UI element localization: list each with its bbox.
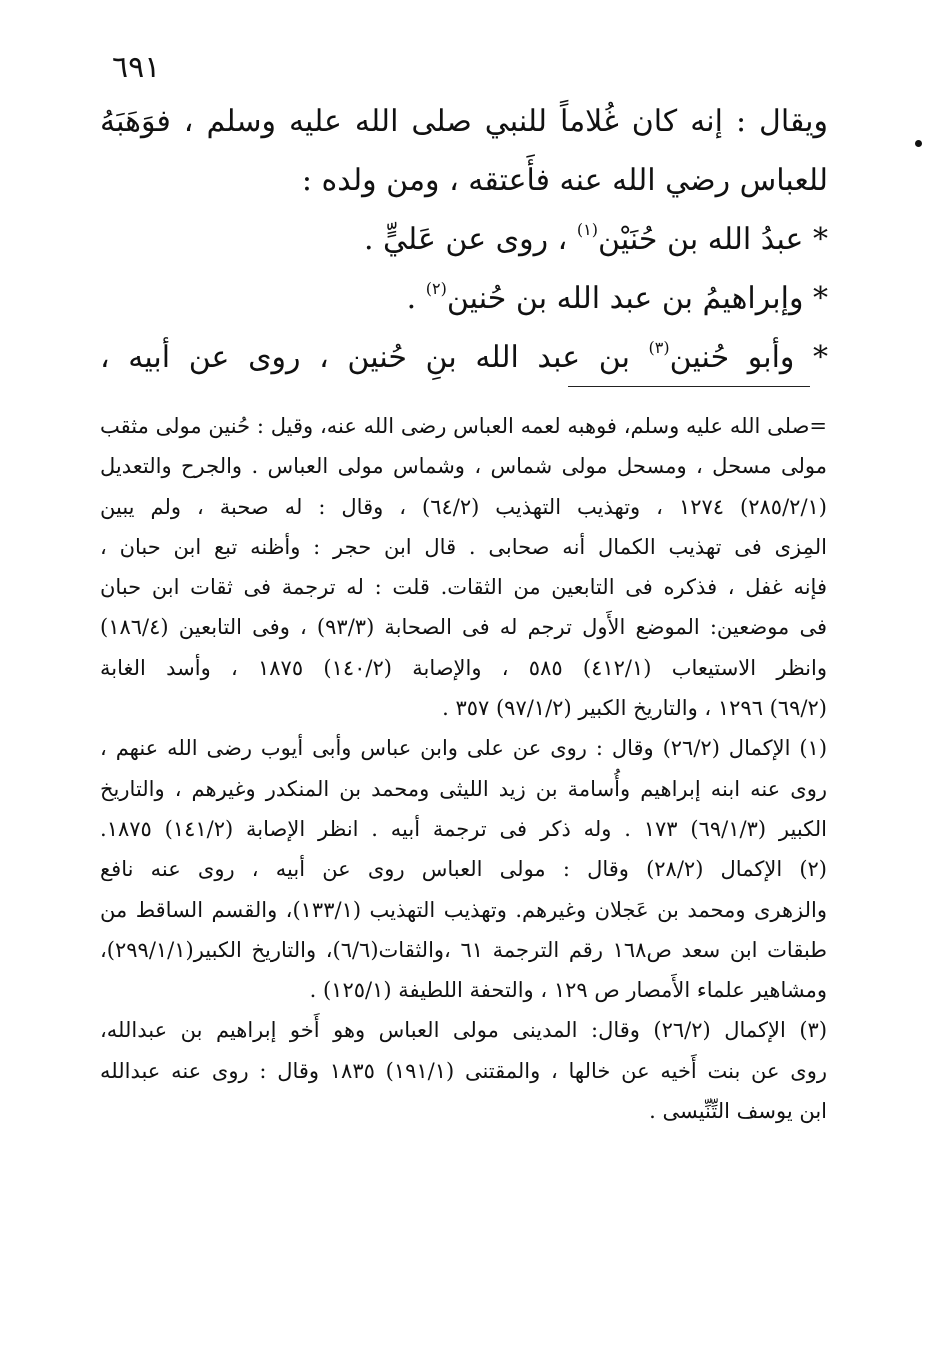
main-line-5 [100,328,828,387]
footnote-ref-2: (٢) [425,279,447,298]
main-line-4 [100,269,828,328]
footnote-1-line: روى عنه ابنه إبراهيم وأُسامة بن زيد الليثى ومحمد بن المنكدر وغيرهم ، والتاريخ [100,776,827,801]
footnote-ref-1: (١) [576,220,598,239]
main-line-3 [100,210,828,269]
footnote-ref-3: (٣) [648,338,670,357]
footnote-line: وانظر الاستيعاب (٤١٢/١) ٥٨٥ ، والإصابة (١٤٠/٢) ١٨٧٥ ، وأسد الغابة [100,655,828,680]
footnote-line: (٢٨٥/٢/١) ١٢٧٤ ، وتهذيب التهذيب (٦٤/٢) ، وقال : له صحبة ، ولم يبين [100,494,827,519]
main-line-5-text-a: * وأبو حُنين [669,340,829,375]
footnote-2-line: ومشاهير علماء الأَمصار ص ١٢٩ ، والتحفة اللطيفة (١٢٥/١) . [309,978,827,1003]
footnote-line: المِزى فى تهذيب الكمال أنه صحابى . قال ابن حجر : وأظنه تبع ابن حبان ، [100,534,827,559]
footnote-separator [568,386,810,387]
footnote-line: فإنه غفل ، فذكره فى التابعين من الثقات. قلت : له ترجمة فى ثقات ابن حبان [100,575,827,600]
main-line-3-text-a: * عبدُ الله بن حُنَيْن [597,222,828,257]
footnote-2-line: طبقات ابن سعد ص١٦٨ رقم الترجمة ٦١ ،والثقات(٦/٦)، والتاريخ الكبير(٢٩٩/١/١)، [100,937,827,962]
main-line-5-text-b: بن عبد الله بنِ حُنين ، روى عن أبيه ، [100,340,649,375]
footnote-line: (٦٩/٢) ١٢٩٦ ، والتاريخ الكبير (٩٧/١/٢) ٣٥٧ . [442,696,827,721]
footnotes [100,406,827,1131]
main-line-4-text-a: * وإبراهيمُ بن عبد الله بن حُنين [446,281,828,316]
footnote-2-line: (٢) الإكمال (٢٨/٢) وقال : مولى العباس روى عن أبيه ، روى عنه نافع [100,857,827,882]
main-text [100,92,828,387]
footnote-1-line: (١) الإكمال (٢٦/٢) وقال : روى عن على وابن عباس وأبى أيوب رضى الله عنهم ، [100,736,828,761]
footnote-line: =صلى الله عليه وسلم، فوهبه لعمه العباس رضى الله عنه، وقيل : حُنين مولى مثقب [100,414,827,438]
footnote-line: مولى مسحل ، ومسحل مولى شماس ، وشماس مولى العباس . والجرح والتعديل [100,454,827,479]
footnote-3-line: ابن يوسف التِّنِّيسى . [649,1099,827,1124]
footnote-1-line: الكبير (٦٩/١/٣) ١٧٣ . وله ذكر فى ترجمة أبيه . انظر الإصابة (١٤١/٢) ١٨٧٥. [100,816,827,841]
footnote-3-line: (٣) الإكمال (٢٦/٢) وقال: المدينى مولى العباس وهو أَخو إبراهيم بن عبدالله، [100,1018,828,1043]
footnote-3-line: روى عن بنت أَخيه عن خالها ، والمقتنى (١٩١/١) ١٨٣٥ وقال : روى عنه عبدالله [100,1058,828,1083]
footnote-2-line: والزهرى ومحمد بن عَجلان وغيرهم. وتهذيب التهذيب (١٣٣/١)، والقسم الساقط من [100,897,828,922]
footnote-line: فى موضعين: الموضع الأَول ترجم له فى الصحابة (٩٣/٣) ، وفى التابعين (١٨٦/٤) [100,615,827,640]
main-line-3-text-b: ، روى عن عَليٍّ . [363,222,577,257]
main-line-1: ويقال : إنه كان غُلاماً للنبي صلى الله عليه وسلم ، فوَهَبَهُ [100,104,828,139]
main-line-4-text-b: . [406,281,426,316]
main-line-2: للعباس رضي الله عنه فأَعتقه ، ومن ولده : [301,163,828,198]
margin-mark [915,140,922,147]
page-number: ٦٩١ [112,50,161,85]
